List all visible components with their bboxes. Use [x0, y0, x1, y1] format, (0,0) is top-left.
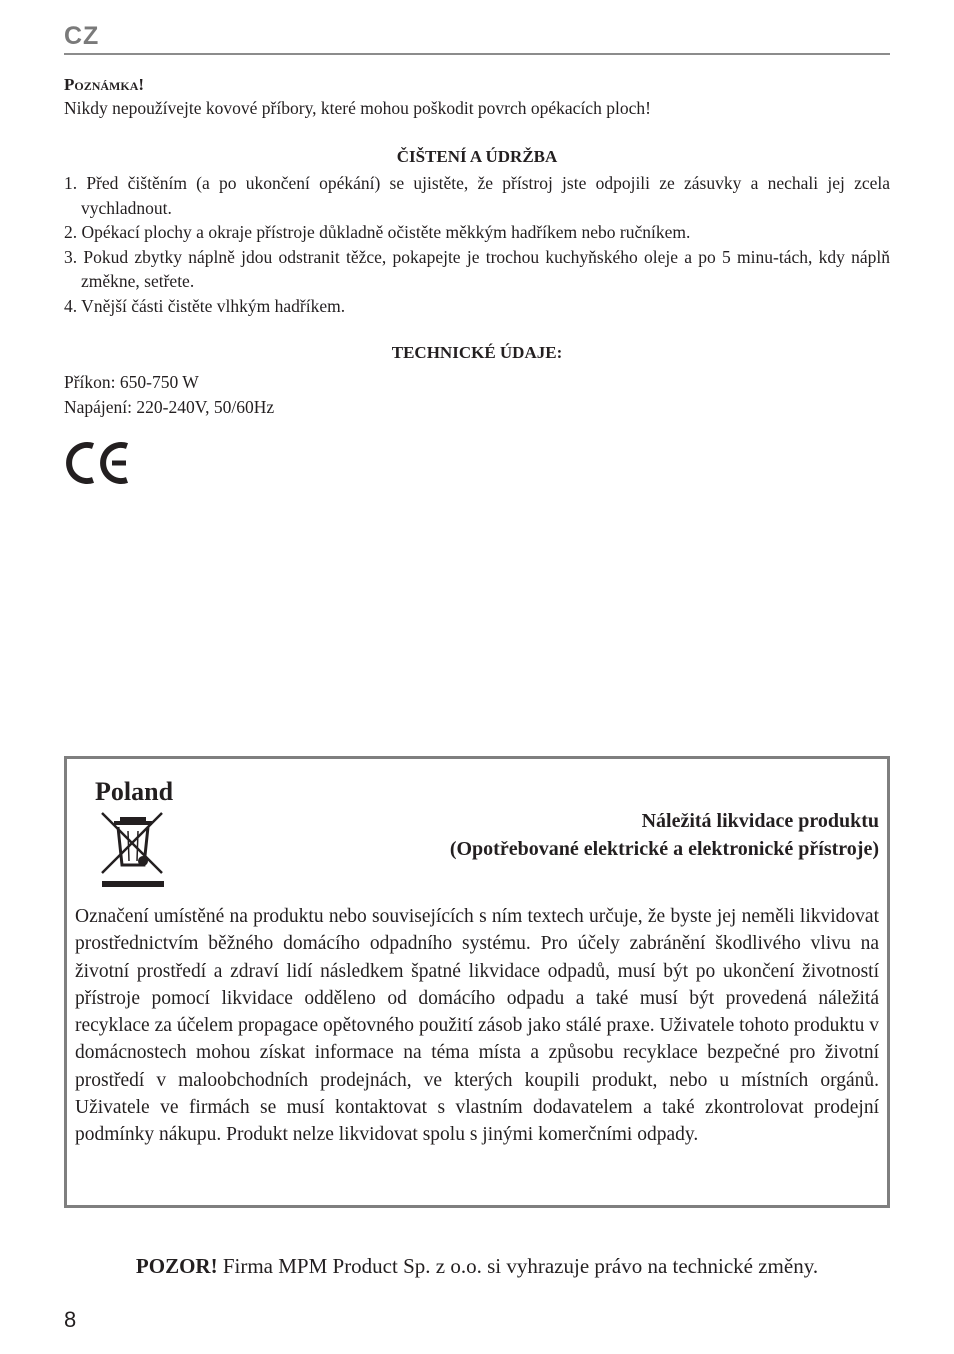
- disposal-title-line1: Náležitá likvidace produktu: [641, 810, 879, 832]
- tech-power: Příkon: 650-750 W: [64, 372, 199, 392]
- ce-mark-icon: [64, 440, 130, 486]
- disposal-title-line2: (Opotřebované elektrické a elektronické přístroje): [449, 838, 879, 860]
- cleaning-list: [64, 171, 890, 318]
- warning-text: Firma MPM Product Sp. z o.o. si vyhrazuje právo na technické změny.: [217, 1254, 819, 1278]
- list-item: 4. Vnější části čistěte vlhkým hadříkem.: [64, 295, 346, 316]
- cleaning-heading: ČIŠTENÍ A ÚDRŽBA: [396, 147, 558, 166]
- disposal-country: Poland: [95, 777, 174, 806]
- list-item: 3. Pokud zbytky náplně jdou odstranit těžce, pokapejte je trochou kuchyňského oleje a po 5 minu-tách, kdy náplň změkne, setřete.: [64, 246, 890, 291]
- header-rule: [64, 53, 890, 55]
- footer-warning: [64, 1254, 890, 1279]
- list-item: 1. Před čištěním (a po ukončení opékání) se ujistěte, že přístroj jste odpojili ze zásuvky a nechali jej zcela vychladnout.: [64, 173, 890, 218]
- disposal-title: [450, 807, 879, 863]
- disposal-box: [64, 756, 890, 1208]
- tech-heading: TECHNICKÉ ÚDAJE:: [391, 343, 563, 362]
- list-item: 2. Opékací plochy a okraje přístroje důkladně očistěte měkkým hadříkem nebo ručníkem.: [64, 222, 691, 242]
- language-header: CZ: [64, 22, 100, 50]
- crossed-out-bin-icon: [98, 809, 168, 889]
- warning-label: POZOR!: [135, 1254, 218, 1278]
- page-number: 8: [64, 1307, 77, 1332]
- note-text: Nikdy nepoužívejte kovové příbory, které mohou poškodit povrch opékacích ploch!: [64, 98, 651, 118]
- tech-supply: Napájení: 220-240V, 50/60Hz: [64, 397, 275, 417]
- disposal-body: Označení umístěné na produktu nebo souvisejících s ním textech určuje, že byste jej neměli likvidovat prostřednictvím běžného domácího odpadního systému. Pro účely zabránění škodlivého vlivu na životní prostředí a zdraví lidí následkem špatné likvidace odpadů, musí být po ukončení životností přístroje pomocí likvidace odděleno od domácího odpadu a také musí být provedená náležitá recyklace za účelem propagace opětovného použití zásob jako stálé praxe. Uživatele tohoto produktu v domácnostech mohou získat informace na téma místa a způsobu recyklace bezpečné pro životní prostředí v maloobchodních prodejnách, ve kterých koupili produkt, nebo u místních orgánů. Uživatele ve firmách se musí kontaktovat s vlastním dodavatelem a také zkontrolovat prodejní podmínky nákupu. Produkt nelze likvidovat spolu s jinými komerčními odpady.: [75, 906, 879, 1146]
- note-title: Poznámka!: [64, 75, 145, 94]
